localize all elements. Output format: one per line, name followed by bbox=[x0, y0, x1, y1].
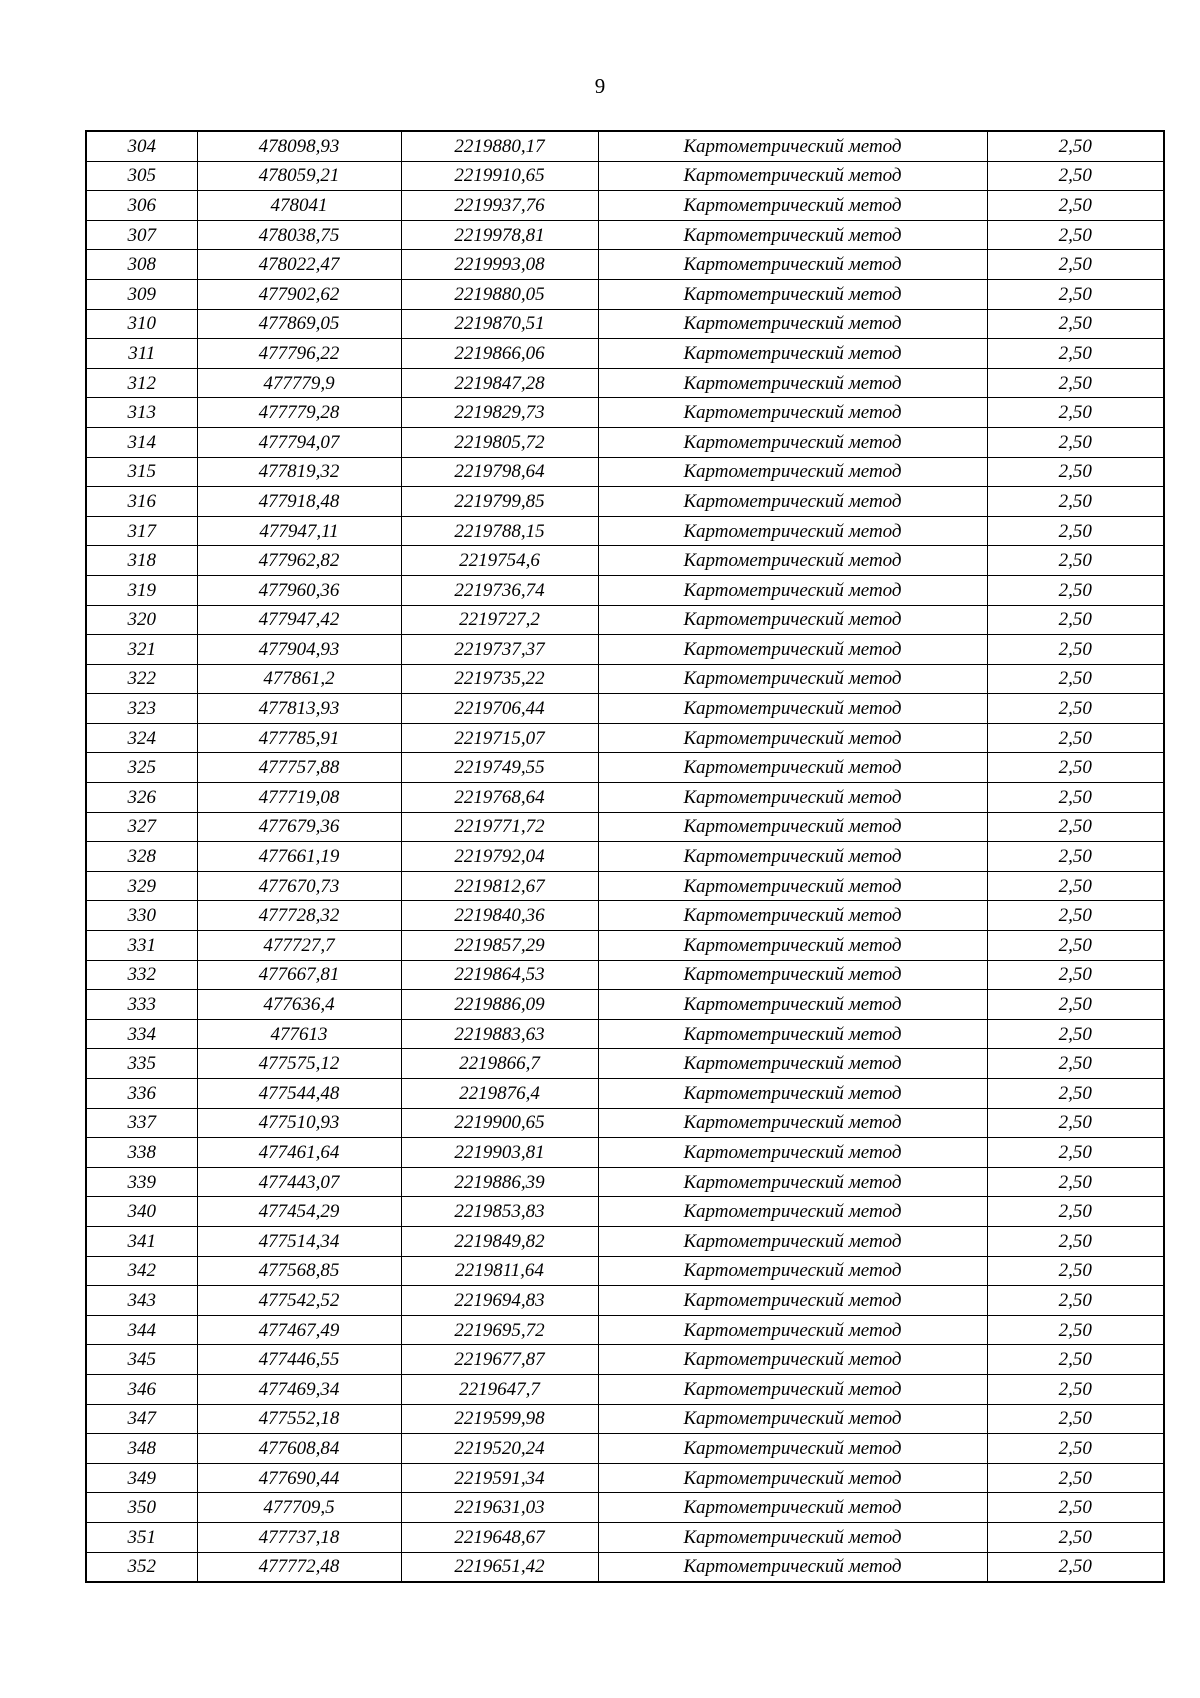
point-number-cell: 315 bbox=[86, 457, 197, 487]
method-cell: Картометрический метод bbox=[598, 279, 987, 309]
table-row bbox=[86, 1049, 1164, 1079]
accuracy-cell: 2,50 bbox=[987, 1019, 1164, 1049]
accuracy-cell: 2,50 bbox=[987, 368, 1164, 398]
point-number-cell: 324 bbox=[86, 723, 197, 753]
accuracy-cell: 2,50 bbox=[987, 1286, 1164, 1316]
x-coordinate-cell: 477785,91 bbox=[197, 723, 401, 753]
table-row bbox=[86, 605, 1164, 635]
method-cell: Картометрический метод bbox=[598, 1079, 987, 1109]
point-number-cell: 328 bbox=[86, 842, 197, 872]
point-number-cell: 307 bbox=[86, 220, 197, 250]
method-cell: Картометрический метод bbox=[598, 812, 987, 842]
table-row bbox=[86, 871, 1164, 901]
accuracy-cell: 2,50 bbox=[987, 960, 1164, 990]
point-number-cell: 334 bbox=[86, 1019, 197, 1049]
y-coordinate-cell: 2219599,98 bbox=[401, 1404, 598, 1434]
method-cell: Картометрический метод bbox=[598, 1522, 987, 1552]
point-number-cell: 348 bbox=[86, 1434, 197, 1464]
accuracy-cell: 2,50 bbox=[987, 783, 1164, 813]
x-coordinate-cell: 477869,05 bbox=[197, 309, 401, 339]
x-coordinate-cell: 477454,29 bbox=[197, 1197, 401, 1227]
x-coordinate-cell: 477552,18 bbox=[197, 1404, 401, 1434]
method-cell: Картометрический метод bbox=[598, 1049, 987, 1079]
y-coordinate-cell: 2219937,76 bbox=[401, 191, 598, 221]
page-number: 9 bbox=[594, 74, 606, 98]
accuracy-cell: 2,50 bbox=[987, 1315, 1164, 1345]
x-coordinate-cell: 477796,22 bbox=[197, 339, 401, 369]
point-number-cell: 347 bbox=[86, 1404, 197, 1434]
method-cell: Картометрический метод bbox=[598, 1226, 987, 1256]
x-coordinate-cell: 477737,18 bbox=[197, 1522, 401, 1552]
accuracy-cell: 2,50 bbox=[987, 1345, 1164, 1375]
y-coordinate-cell: 2219880,17 bbox=[401, 131, 598, 161]
accuracy-cell: 2,50 bbox=[987, 1226, 1164, 1256]
point-number-cell: 306 bbox=[86, 191, 197, 221]
method-cell: Картометрический метод bbox=[598, 723, 987, 753]
method-cell: Картометрический метод bbox=[598, 1197, 987, 1227]
method-cell: Картометрический метод bbox=[598, 1108, 987, 1138]
x-coordinate-cell: 477779,28 bbox=[197, 398, 401, 428]
x-coordinate-cell: 477772,48 bbox=[197, 1552, 401, 1582]
table-row bbox=[86, 398, 1164, 428]
coordinates-table-body bbox=[86, 131, 1164, 1582]
y-coordinate-cell: 2219591,34 bbox=[401, 1463, 598, 1493]
y-coordinate-cell: 2219715,07 bbox=[401, 723, 598, 753]
table-row bbox=[86, 1138, 1164, 1168]
accuracy-cell: 2,50 bbox=[987, 812, 1164, 842]
method-cell: Картометрический метод bbox=[598, 220, 987, 250]
accuracy-cell: 2,50 bbox=[987, 1434, 1164, 1464]
accuracy-cell: 2,50 bbox=[987, 1522, 1164, 1552]
method-cell: Картометрический метод bbox=[598, 427, 987, 457]
point-number-cell: 323 bbox=[86, 694, 197, 724]
table-row bbox=[86, 1374, 1164, 1404]
point-number-cell: 311 bbox=[86, 339, 197, 369]
method-cell: Картометрический метод bbox=[598, 1404, 987, 1434]
x-coordinate-cell: 477918,48 bbox=[197, 487, 401, 517]
y-coordinate-cell: 2219900,65 bbox=[401, 1108, 598, 1138]
x-coordinate-cell: 477670,73 bbox=[197, 871, 401, 901]
point-number-cell: 318 bbox=[86, 546, 197, 576]
x-coordinate-cell: 477446,55 bbox=[197, 1345, 401, 1375]
accuracy-cell: 2,50 bbox=[987, 1552, 1164, 1582]
method-cell: Картометрический метод bbox=[598, 1374, 987, 1404]
accuracy-cell: 2,50 bbox=[987, 1108, 1164, 1138]
y-coordinate-cell: 2219880,05 bbox=[401, 279, 598, 309]
y-coordinate-cell: 2219695,72 bbox=[401, 1315, 598, 1345]
x-coordinate-cell: 477819,32 bbox=[197, 457, 401, 487]
accuracy-cell: 2,50 bbox=[987, 931, 1164, 961]
accuracy-cell: 2,50 bbox=[987, 1049, 1164, 1079]
y-coordinate-cell: 2219706,44 bbox=[401, 694, 598, 724]
y-coordinate-cell: 2219727,2 bbox=[401, 605, 598, 635]
point-number-cell: 332 bbox=[86, 960, 197, 990]
method-cell: Картометрический метод bbox=[598, 1345, 987, 1375]
point-number-cell: 340 bbox=[86, 1197, 197, 1227]
x-coordinate-cell: 477461,64 bbox=[197, 1138, 401, 1168]
x-coordinate-cell: 478041 bbox=[197, 191, 401, 221]
y-coordinate-cell: 2219847,28 bbox=[401, 368, 598, 398]
accuracy-cell: 2,50 bbox=[987, 1463, 1164, 1493]
x-coordinate-cell: 478038,75 bbox=[197, 220, 401, 250]
y-coordinate-cell: 2219749,55 bbox=[401, 753, 598, 783]
accuracy-cell: 2,50 bbox=[987, 753, 1164, 783]
y-coordinate-cell: 2219647,7 bbox=[401, 1374, 598, 1404]
y-coordinate-cell: 2219849,82 bbox=[401, 1226, 598, 1256]
point-number-cell: 344 bbox=[86, 1315, 197, 1345]
table-row bbox=[86, 427, 1164, 457]
table-row bbox=[86, 546, 1164, 576]
point-number-cell: 320 bbox=[86, 605, 197, 635]
point-number-cell: 316 bbox=[86, 487, 197, 517]
table-row bbox=[86, 516, 1164, 546]
table-row bbox=[86, 694, 1164, 724]
method-cell: Картометрический метод bbox=[598, 1434, 987, 1464]
y-coordinate-cell: 2219754,6 bbox=[401, 546, 598, 576]
method-cell: Картометрический метод bbox=[598, 131, 987, 161]
accuracy-cell: 2,50 bbox=[987, 1138, 1164, 1168]
accuracy-cell: 2,50 bbox=[987, 575, 1164, 605]
y-coordinate-cell: 2219811,64 bbox=[401, 1256, 598, 1286]
accuracy-cell: 2,50 bbox=[987, 487, 1164, 517]
point-number-cell: 317 bbox=[86, 516, 197, 546]
point-number-cell: 345 bbox=[86, 1345, 197, 1375]
x-coordinate-cell: 477510,93 bbox=[197, 1108, 401, 1138]
table-row bbox=[86, 457, 1164, 487]
accuracy-cell: 2,50 bbox=[987, 161, 1164, 191]
x-coordinate-cell: 477544,48 bbox=[197, 1079, 401, 1109]
table-row bbox=[86, 1079, 1164, 1109]
table-row bbox=[86, 931, 1164, 961]
accuracy-cell: 2,50 bbox=[987, 516, 1164, 546]
x-coordinate-cell: 477947,11 bbox=[197, 516, 401, 546]
table-row bbox=[86, 575, 1164, 605]
x-coordinate-cell: 477679,36 bbox=[197, 812, 401, 842]
point-number-cell: 346 bbox=[86, 1374, 197, 1404]
y-coordinate-cell: 2219993,08 bbox=[401, 250, 598, 280]
table-row bbox=[86, 1197, 1164, 1227]
point-number-cell: 331 bbox=[86, 931, 197, 961]
accuracy-cell: 2,50 bbox=[987, 1374, 1164, 1404]
table-row bbox=[86, 1404, 1164, 1434]
table-row bbox=[86, 487, 1164, 517]
x-coordinate-cell: 477667,81 bbox=[197, 960, 401, 990]
y-coordinate-cell: 2219840,36 bbox=[401, 901, 598, 931]
accuracy-cell: 2,50 bbox=[987, 427, 1164, 457]
accuracy-cell: 2,50 bbox=[987, 901, 1164, 931]
point-number-cell: 308 bbox=[86, 250, 197, 280]
table-row bbox=[86, 723, 1164, 753]
y-coordinate-cell: 2219771,72 bbox=[401, 812, 598, 842]
y-coordinate-cell: 2219870,51 bbox=[401, 309, 598, 339]
point-number-cell: 309 bbox=[86, 279, 197, 309]
point-number-cell: 327 bbox=[86, 812, 197, 842]
accuracy-cell: 2,50 bbox=[987, 309, 1164, 339]
y-coordinate-cell: 2219910,65 bbox=[401, 161, 598, 191]
table-row bbox=[86, 1286, 1164, 1316]
point-number-cell: 336 bbox=[86, 1079, 197, 1109]
method-cell: Картометрический метод bbox=[598, 605, 987, 635]
point-number-cell: 337 bbox=[86, 1108, 197, 1138]
table-row bbox=[86, 1463, 1164, 1493]
y-coordinate-cell: 2219866,06 bbox=[401, 339, 598, 369]
y-coordinate-cell: 2219857,29 bbox=[401, 931, 598, 961]
x-coordinate-cell: 477794,07 bbox=[197, 427, 401, 457]
accuracy-cell: 2,50 bbox=[987, 871, 1164, 901]
x-coordinate-cell: 477636,4 bbox=[197, 990, 401, 1020]
point-number-cell: 325 bbox=[86, 753, 197, 783]
accuracy-cell: 2,50 bbox=[987, 990, 1164, 1020]
point-number-cell: 319 bbox=[86, 575, 197, 605]
table-row bbox=[86, 812, 1164, 842]
table-row bbox=[86, 161, 1164, 191]
x-coordinate-cell: 477443,07 bbox=[197, 1167, 401, 1197]
table-row bbox=[86, 1108, 1164, 1138]
y-coordinate-cell: 2219651,42 bbox=[401, 1552, 598, 1582]
method-cell: Картометрический метод bbox=[598, 783, 987, 813]
method-cell: Картометрический метод bbox=[598, 990, 987, 1020]
x-coordinate-cell: 477779,9 bbox=[197, 368, 401, 398]
x-coordinate-cell: 477904,93 bbox=[197, 635, 401, 665]
y-coordinate-cell: 2219737,37 bbox=[401, 635, 598, 665]
method-cell: Картометрический метод bbox=[598, 487, 987, 517]
method-cell: Картометрический метод bbox=[598, 250, 987, 280]
y-coordinate-cell: 2219853,83 bbox=[401, 1197, 598, 1227]
method-cell: Картометрический метод bbox=[598, 339, 987, 369]
table-row bbox=[86, 250, 1164, 280]
y-coordinate-cell: 2219886,09 bbox=[401, 990, 598, 1020]
method-cell: Картометрический метод bbox=[598, 1552, 987, 1582]
y-coordinate-cell: 2219694,83 bbox=[401, 1286, 598, 1316]
y-coordinate-cell: 2219768,64 bbox=[401, 783, 598, 813]
y-coordinate-cell: 2219631,03 bbox=[401, 1493, 598, 1523]
table-row bbox=[86, 635, 1164, 665]
accuracy-cell: 2,50 bbox=[987, 339, 1164, 369]
y-coordinate-cell: 2219903,81 bbox=[401, 1138, 598, 1168]
accuracy-cell: 2,50 bbox=[987, 457, 1164, 487]
x-coordinate-cell: 477575,12 bbox=[197, 1049, 401, 1079]
accuracy-cell: 2,50 bbox=[987, 131, 1164, 161]
x-coordinate-cell: 478098,93 bbox=[197, 131, 401, 161]
table-row bbox=[86, 1434, 1164, 1464]
y-coordinate-cell: 2219648,67 bbox=[401, 1522, 598, 1552]
table-row bbox=[86, 1315, 1164, 1345]
table-row bbox=[86, 1167, 1164, 1197]
y-coordinate-cell: 2219864,53 bbox=[401, 960, 598, 990]
x-coordinate-cell: 477568,85 bbox=[197, 1256, 401, 1286]
accuracy-cell: 2,50 bbox=[987, 1493, 1164, 1523]
point-number-cell: 342 bbox=[86, 1256, 197, 1286]
table-row bbox=[86, 1345, 1164, 1375]
table-row bbox=[86, 783, 1164, 813]
method-cell: Картометрический метод bbox=[598, 161, 987, 191]
x-coordinate-cell: 477467,49 bbox=[197, 1315, 401, 1345]
table-row bbox=[86, 990, 1164, 1020]
point-number-cell: 339 bbox=[86, 1167, 197, 1197]
point-number-cell: 304 bbox=[86, 131, 197, 161]
method-cell: Картометрический метод bbox=[598, 457, 987, 487]
accuracy-cell: 2,50 bbox=[987, 250, 1164, 280]
method-cell: Картометрический метод bbox=[598, 1019, 987, 1049]
y-coordinate-cell: 2219876,4 bbox=[401, 1079, 598, 1109]
point-number-cell: 350 bbox=[86, 1493, 197, 1523]
x-coordinate-cell: 477960,36 bbox=[197, 575, 401, 605]
method-cell: Картометрический метод bbox=[598, 931, 987, 961]
method-cell: Картометрический метод bbox=[598, 871, 987, 901]
accuracy-cell: 2,50 bbox=[987, 398, 1164, 428]
method-cell: Картометрический метод bbox=[598, 191, 987, 221]
x-coordinate-cell: 477757,88 bbox=[197, 753, 401, 783]
accuracy-cell: 2,50 bbox=[987, 546, 1164, 576]
x-coordinate-cell: 477514,34 bbox=[197, 1226, 401, 1256]
x-coordinate-cell: 477813,93 bbox=[197, 694, 401, 724]
x-coordinate-cell: 477962,82 bbox=[197, 546, 401, 576]
method-cell: Картометрический метод bbox=[598, 960, 987, 990]
x-coordinate-cell: 477861,2 bbox=[197, 664, 401, 694]
y-coordinate-cell: 2219798,64 bbox=[401, 457, 598, 487]
point-number-cell: 330 bbox=[86, 901, 197, 931]
y-coordinate-cell: 2219677,87 bbox=[401, 1345, 598, 1375]
table-row bbox=[86, 1522, 1164, 1552]
method-cell: Картометрический метод bbox=[598, 309, 987, 339]
table-row bbox=[86, 131, 1164, 161]
y-coordinate-cell: 2219812,67 bbox=[401, 871, 598, 901]
point-number-cell: 312 bbox=[86, 368, 197, 398]
method-cell: Картометрический метод bbox=[598, 546, 987, 576]
y-coordinate-cell: 2219805,72 bbox=[401, 427, 598, 457]
table-row bbox=[86, 901, 1164, 931]
table-row bbox=[86, 753, 1164, 783]
coordinates-table bbox=[85, 130, 1165, 1583]
table-row bbox=[86, 368, 1164, 398]
y-coordinate-cell: 2219520,24 bbox=[401, 1434, 598, 1464]
method-cell: Картометрический метод bbox=[598, 1286, 987, 1316]
y-coordinate-cell: 2219866,7 bbox=[401, 1049, 598, 1079]
method-cell: Картометрический метод bbox=[598, 1315, 987, 1345]
accuracy-cell: 2,50 bbox=[987, 1197, 1164, 1227]
table-row bbox=[86, 1493, 1164, 1523]
y-coordinate-cell: 2219788,15 bbox=[401, 516, 598, 546]
accuracy-cell: 2,50 bbox=[987, 1404, 1164, 1434]
point-number-cell: 314 bbox=[86, 427, 197, 457]
y-coordinate-cell: 2219735,22 bbox=[401, 664, 598, 694]
y-coordinate-cell: 2219978,81 bbox=[401, 220, 598, 250]
point-number-cell: 335 bbox=[86, 1049, 197, 1079]
x-coordinate-cell: 477613 bbox=[197, 1019, 401, 1049]
accuracy-cell: 2,50 bbox=[987, 279, 1164, 309]
x-coordinate-cell: 477947,42 bbox=[197, 605, 401, 635]
accuracy-cell: 2,50 bbox=[987, 635, 1164, 665]
method-cell: Картометрический метод bbox=[598, 753, 987, 783]
table-row bbox=[86, 1552, 1164, 1582]
y-coordinate-cell: 2219799,85 bbox=[401, 487, 598, 517]
point-number-cell: 343 bbox=[86, 1286, 197, 1316]
point-number-cell: 341 bbox=[86, 1226, 197, 1256]
method-cell: Картометрический метод bbox=[598, 368, 987, 398]
y-coordinate-cell: 2219792,04 bbox=[401, 842, 598, 872]
method-cell: Картометрический метод bbox=[598, 575, 987, 605]
accuracy-cell: 2,50 bbox=[987, 1167, 1164, 1197]
x-coordinate-cell: 477608,84 bbox=[197, 1434, 401, 1464]
method-cell: Картометрический метод bbox=[598, 694, 987, 724]
x-coordinate-cell: 478022,47 bbox=[197, 250, 401, 280]
x-coordinate-cell: 477709,5 bbox=[197, 1493, 401, 1523]
y-coordinate-cell: 2219736,74 bbox=[401, 575, 598, 605]
y-coordinate-cell: 2219829,73 bbox=[401, 398, 598, 428]
point-number-cell: 352 bbox=[86, 1552, 197, 1582]
table-row bbox=[86, 664, 1164, 694]
x-coordinate-cell: 477728,32 bbox=[197, 901, 401, 931]
y-coordinate-cell: 2219886,39 bbox=[401, 1167, 598, 1197]
x-coordinate-cell: 477542,52 bbox=[197, 1286, 401, 1316]
point-number-cell: 338 bbox=[86, 1138, 197, 1168]
method-cell: Картометрический метод bbox=[598, 664, 987, 694]
table-row bbox=[86, 220, 1164, 250]
table-row bbox=[86, 191, 1164, 221]
method-cell: Картометрический метод bbox=[598, 1138, 987, 1168]
table-row bbox=[86, 279, 1164, 309]
point-number-cell: 326 bbox=[86, 783, 197, 813]
table-row bbox=[86, 1019, 1164, 1049]
point-number-cell: 321 bbox=[86, 635, 197, 665]
table-row bbox=[86, 309, 1164, 339]
point-number-cell: 310 bbox=[86, 309, 197, 339]
method-cell: Картометрический метод bbox=[598, 516, 987, 546]
point-number-cell: 351 bbox=[86, 1522, 197, 1552]
point-number-cell: 313 bbox=[86, 398, 197, 428]
method-cell: Картометрический метод bbox=[598, 1167, 987, 1197]
accuracy-cell: 2,50 bbox=[987, 605, 1164, 635]
method-cell: Картометрический метод bbox=[598, 1463, 987, 1493]
table-row bbox=[86, 1226, 1164, 1256]
x-coordinate-cell: 477469,34 bbox=[197, 1374, 401, 1404]
accuracy-cell: 2,50 bbox=[987, 220, 1164, 250]
point-number-cell: 333 bbox=[86, 990, 197, 1020]
accuracy-cell: 2,50 bbox=[987, 842, 1164, 872]
method-cell: Картометрический метод bbox=[598, 635, 987, 665]
x-coordinate-cell: 477902,62 bbox=[197, 279, 401, 309]
x-coordinate-cell: 477690,44 bbox=[197, 1463, 401, 1493]
point-number-cell: 322 bbox=[86, 664, 197, 694]
x-coordinate-cell: 478059,21 bbox=[197, 161, 401, 191]
table-row bbox=[86, 1256, 1164, 1286]
accuracy-cell: 2,50 bbox=[987, 694, 1164, 724]
accuracy-cell: 2,50 bbox=[987, 664, 1164, 694]
accuracy-cell: 2,50 bbox=[987, 191, 1164, 221]
accuracy-cell: 2,50 bbox=[987, 1079, 1164, 1109]
point-number-cell: 329 bbox=[86, 871, 197, 901]
method-cell: Картометрический метод bbox=[598, 1493, 987, 1523]
point-number-cell: 305 bbox=[86, 161, 197, 191]
x-coordinate-cell: 477661,19 bbox=[197, 842, 401, 872]
table-row bbox=[86, 960, 1164, 990]
y-coordinate-cell: 2219883,63 bbox=[401, 1019, 598, 1049]
accuracy-cell: 2,50 bbox=[987, 1256, 1164, 1286]
method-cell: Картометрический метод bbox=[598, 1256, 987, 1286]
method-cell: Картометрический метод bbox=[598, 842, 987, 872]
x-coordinate-cell: 477719,08 bbox=[197, 783, 401, 813]
point-number-cell: 349 bbox=[86, 1463, 197, 1493]
accuracy-cell: 2,50 bbox=[987, 723, 1164, 753]
method-cell: Картометрический метод bbox=[598, 398, 987, 428]
method-cell: Картометрический метод bbox=[598, 901, 987, 931]
table-row bbox=[86, 842, 1164, 872]
table-row bbox=[86, 339, 1164, 369]
x-coordinate-cell: 477727,7 bbox=[197, 931, 401, 961]
